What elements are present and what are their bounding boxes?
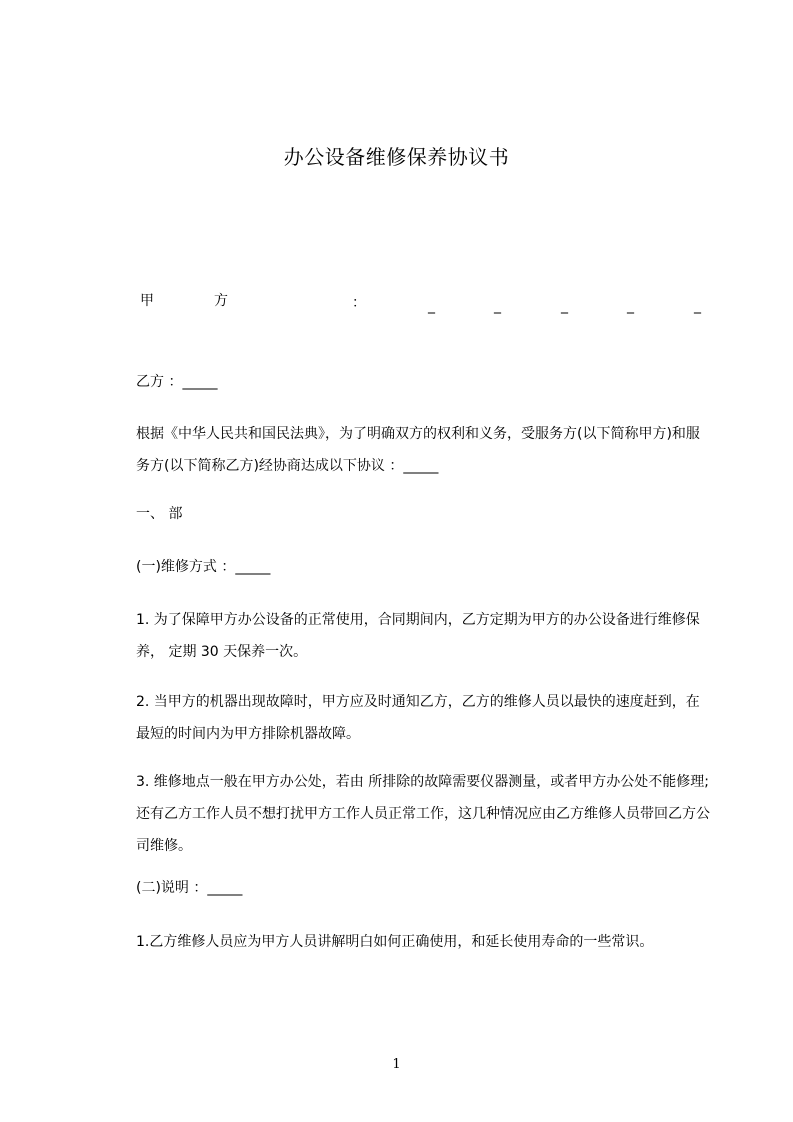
- item-one-2-text: 2. 当甲方的机器出现故障时，甲方应及时通知乙方，乙方的维修人员以最快的速度赶到，在最短的时间内为甲方排除机器故障。: [136, 694, 700, 742]
- party-a-char-1: 甲: [140, 293, 154, 309]
- subsection-one-heading: (一)维修方式 ：_____: [136, 559, 271, 575]
- page-number: 1: [392, 1057, 401, 1072]
- subsection-two-heading: (二)说明 ：_____: [136, 880, 243, 896]
- item-one-1-text: 1. 为了保障甲方办公设备的正常使用，合同期间内，乙方定期为甲方的办公设备进行维修保养， 定期 30 天保养一次。: [136, 612, 700, 660]
- party-b-line: 乙方 ：_____: [136, 374, 218, 390]
- section-one-heading: 一、 部: [136, 506, 183, 522]
- item-two-1-text: 1.乙方维修人员应为甲方人员讲解明白如何正确使用，和延长使用寿命的一些常识。: [136, 934, 654, 950]
- party-a-blank-2: _: [494, 298, 501, 314]
- party-a-blank-4: _: [627, 298, 634, 314]
- item-one-1: [136, 604, 712, 668]
- item-one-2: [136, 686, 712, 750]
- document-title: 办公设备维修保养协议书: [283, 145, 510, 169]
- party-a-blank-1: _: [428, 298, 435, 314]
- party-a-colon: ：: [352, 295, 366, 311]
- item-one-3: [136, 766, 712, 862]
- party-a-blank-5: _: [694, 298, 701, 314]
- intro-paragraph: [136, 418, 712, 482]
- item-one-3-text: 3. 维修地点一般在甲方办公处，若由 所排除的故障需要仪器测量，或者甲方办公处不能修理;还有乙方工作人员不想打扰甲方工作人员正常工作，这几种情况应由乙方维修人员带回乙方公司维修。: [136, 774, 710, 854]
- party-a-blank-3: _: [561, 298, 568, 314]
- intro-text: 根据《中华人民共和国民法典》，为了明确双方的权利和义务，受服务方(以下简称甲方)和服务方(以下简称乙方)经协商达成以下协议 ：_____: [136, 426, 700, 474]
- party-a-char-2: 方: [214, 293, 228, 309]
- item-two-1: [136, 926, 712, 958]
